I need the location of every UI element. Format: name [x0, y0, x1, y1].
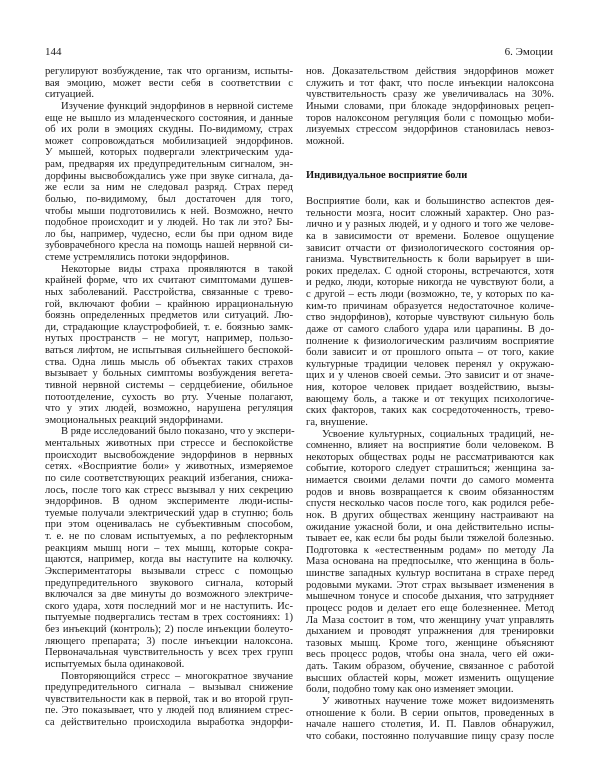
text-line: происходит высвобождение эндорфинов в нервных [45, 449, 293, 461]
text-line: потоотделение, сухость во рту. Ученые полагают, [45, 391, 293, 403]
text-line: ди, страдающие клаустрофобией, т. е. боязнью замк- [45, 321, 293, 333]
text-line: Изучение функций эндорфинов в нервной системе [61, 100, 293, 112]
text-line: тивной нервной системы – сердцебиение, обильное [45, 379, 293, 391]
text-line: без инъекций (контроль); 2) после инъекции болеуто- [45, 624, 293, 635]
text-line: начале нашего столетия, И. П. Павлов обнаружил, [306, 719, 554, 731]
text-line: Восприятие боли, как и большинство аспектов дея- [306, 196, 554, 207]
text-line: можной. [306, 135, 345, 147]
text-line: культурные традиции человек перенял у окружаю- [306, 358, 554, 370]
text-line: что у этих людей, возможно, нарушена регуляция [45, 403, 293, 415]
text-line: щаются, например, когда вы наступите на колючку. [45, 554, 293, 566]
text-line: еще не вышло из младенческого состояния, и данные [45, 112, 293, 124]
paragraph [45, 426, 293, 670]
text-line: Подготовка к «естественным родам» по методу Ла [306, 544, 554, 556]
text-line: предупредительного звукового сигнала, который [45, 577, 293, 589]
text-line: Усвоение культурных, социальных традиций, не- [322, 428, 554, 440]
text-line: пе. Это показывает, что у людей под влиянием стрес- [45, 705, 293, 717]
text-line: ганизма. Чувствительность к боли варьирует в ши- [306, 254, 554, 266]
text-line: чувствительность сразу же увеличивалась на 30%. [306, 89, 554, 101]
text-line: с другой – есть люди (возможно, те, у которых по ка- [306, 289, 554, 300]
text-line: ожидание ужасной боли, и она действительно испы- [306, 521, 554, 533]
text-line: событие, которого следует страшиться; женщина за- [306, 463, 554, 475]
text-line: гой, включают фобии – крайнюю иррациональную [45, 298, 293, 310]
continued-paragraph [306, 66, 554, 147]
paragraph [45, 66, 293, 101]
text-line: рам, предваряя их предупредительным сигналом, эн- [45, 159, 293, 170]
text-line: процесс родов и делает его еще болезненнее. Метод [306, 602, 554, 614]
text-line: сомненно, влияет на восприятие боли человеком. В [306, 440, 554, 452]
text-line: ментальных животных при стрессе и беспокойстве [45, 438, 293, 449]
text-line: зубоврачебного кресла на помощь нашей нервной си- [45, 240, 293, 252]
text-line: Первоначальная чувствительность у всех трех групп [45, 647, 293, 659]
text-line: полнение к физиологическим различиям восприятие [306, 335, 554, 347]
text-line: нов. Доказательством действия эндорфинов может [306, 66, 554, 77]
text-line: У животных научение тоже может видоизменять [322, 695, 554, 707]
text-line: включался за две минуты до возможного электриче- [45, 589, 293, 601]
text-line: Маза основана на предпосылке, что женщина в боль- [306, 556, 554, 568]
running-head-chapter: 6. Эмоции [504, 46, 553, 58]
text-line: лось, после того как стресс вызывал у них секрецию [45, 484, 293, 496]
text-line: т. е. не по словам испытуемых, а по рефлекторным [45, 531, 293, 542]
text-line: высших областей коры, может изменить ощущение [306, 672, 554, 684]
section-body [306, 196, 554, 742]
text-line: некоторых обществах роды не рассматриваются как [306, 451, 554, 463]
text-line: Экспериментаторы вызывали стресс с помощью [45, 565, 293, 577]
text-line: спустя несколько часов после того, как родился ребе- [306, 498, 554, 510]
text-line: даже от самого слабого удара или царапины. В до- [306, 323, 554, 335]
paragraph [45, 264, 293, 427]
text-line: ляющего препарата; 3) после инъекции налоксона. [45, 635, 293, 647]
paragraph [306, 696, 554, 743]
right-text-column [306, 66, 554, 742]
text-line: эмоциональных реакций эндорфинами. [45, 414, 224, 426]
text-line: ситуацией. [45, 89, 95, 101]
text-line: Некоторые виды страха проявляются в такой [61, 263, 293, 275]
text-line: ким-то причинам образуется недостаточное количе- [306, 300, 554, 312]
paragraph [306, 429, 554, 696]
text-line: чтобы мыши подготовились к ней. Возможно, нечто [45, 205, 293, 217]
text-line: туемые получали электрический удар в ступню; боль [45, 507, 293, 519]
text-line: испытуемых была одинаковой. [45, 658, 185, 670]
text-line: Иными словами, при блокаде эндорфиновых рецеп- [306, 100, 554, 112]
text-line: служить и тот факт, что после инъекции налоксона [306, 77, 554, 89]
text-line: реакциям мышц ноги – тех мышц, которые сокра- [45, 542, 293, 554]
text-line: и редко, люди, которые никогда не чувствуют боли, а [306, 277, 554, 289]
text-line: по силе соответствующих реакций избегания, снижа- [45, 472, 293, 484]
text-line: ка в зависимости от времени. Болевое ощущение [306, 230, 554, 242]
text-line: родов и вновь возвращается к своим обязанностям [306, 486, 554, 498]
text-line: ных заболеваний. Расстройства, связанные с трево- [45, 286, 293, 298]
paragraph [306, 66, 554, 147]
text-line: ло бы, например, чудесно, если бы при одном виде [45, 228, 293, 240]
text-line: вающему боль, а также и от текущих психологиче- [306, 393, 554, 405]
text-line: сетях. «Восприятие боли» у животных, измеряемое [45, 461, 293, 473]
text-line: дыханием и проводят упражнения для тренировки [306, 626, 554, 638]
text-line: тазовых мышц. Кроме того, женщине объясняют [306, 637, 554, 649]
text-line: подобное происходит и у людей. Но так ли это? Бы- [45, 217, 293, 229]
text-line: пытуемые подвергались тестам в трех состояниях: 1) [45, 612, 293, 624]
text-line: нутых пространств – не могут, например, пользо- [45, 333, 293, 345]
text-line: что собаки, постоянно получавшие пищу сразу после [306, 730, 554, 742]
text-line: при этом оценивалась не субъективным способом, [45, 519, 293, 531]
text-line: отношение к боли. В серии опытов, проведенных в [306, 707, 554, 719]
text-line: щих и у членов своей семьи. Это зависит и от значе- [306, 370, 554, 382]
text-line: роких пределах. С одной стороны, встречаются, хотя [306, 265, 554, 277]
paragraph [306, 196, 554, 429]
paragraph [45, 671, 293, 729]
text-line: вызывает у больных симптомы возбуждения вегета- [45, 368, 293, 380]
text-line: об их роли в эмоциях скудны. По-видимому, страх [45, 124, 293, 136]
text-line: предупредительного сигнала – вызывал снижение [45, 682, 293, 694]
text-line: дорфины высвобождались уже при звуке сигнала, да- [45, 170, 293, 182]
text-line: тывает ее, как если бы роды были тяжелой болезнью. [306, 533, 554, 545]
text-line: лично и у разных людей, и у одного и того же челове- [306, 219, 554, 231]
text-line: весь процесс родов, чтобы она знала, чего ей ожи- [306, 649, 554, 661]
section-heading: Индивидуальное восприятие боли [306, 170, 468, 182]
text-line: ских факторов, таких как сосредоточенность, трево- [306, 405, 554, 417]
text-line: Ла Маза состоит в том, что женщину учат управлять [306, 614, 554, 626]
left-text-column [45, 66, 293, 729]
text-line: боязнь определенных предметов или ситуаций. Лю- [45, 310, 293, 322]
text-line: га, внушение. [306, 416, 368, 428]
text-line: вая эмоцию, может вести себя в соответствии с [45, 77, 293, 89]
text-line: зависит отчасти от физиологического состояния ор- [306, 242, 554, 254]
text-line: торов налоксоном регуляция боли с помощью моби- [306, 112, 554, 124]
text-line: боли, подобно тому как оно изменяет эмоции. [306, 684, 514, 696]
text-line: нок. В других обществах женщину настраивают на [306, 509, 554, 521]
text-line: крайней форме, что их считают симптомами душев- [45, 275, 293, 287]
page-number: 144 [45, 46, 62, 58]
text-line: мышечном тонусе и способе дыхания, что затрудняет [306, 591, 554, 603]
text-line: ство эндорфинов), которые чувствуют сильную боль [306, 312, 554, 324]
text-line: эндорфинов. В одном эксперименте люди-испы- [45, 496, 293, 508]
text-line: ского удара, хотя последний мог и не наступить. Ис- [45, 600, 293, 612]
text-line: боли зависит и от прошлого опыта – от того, какие [306, 347, 554, 359]
text-line: шинстве западных культур воспитана в страхе перед [306, 568, 554, 579]
text-line: У мышей, которых подвергали электрическим уда- [45, 147, 293, 159]
text-line: ния, которое человек придает воздействию, вызы- [306, 382, 554, 393]
text-line: может сопровождаться мобилизацией эндорфинов. [45, 135, 293, 147]
text-line: чувствительности как в первой, так и во второй груп- [45, 693, 293, 705]
text-line: Повторяющийся стресс – многократное звучание [61, 670, 293, 682]
paragraph [45, 101, 293, 264]
text-line: болью, по-видимому, был достаточен для того, [45, 193, 293, 205]
text-line: родовыми муками. Этот страх вызывает изменения в [306, 579, 554, 591]
text-line: стеме устремлялись потоки эндорфинов. [45, 252, 230, 263]
text-line: ства. Одна лишь мысль об объектах таких страхов [45, 356, 293, 368]
text-line: са действительно происходила выработка эндорфи- [45, 717, 293, 728]
text-line: В ряде исследований было показано, что у экспери- [61, 426, 295, 438]
text-line: тельности мозга, носит сложный характер. Оно раз- [306, 207, 554, 219]
text-line: ваться лифтом, не испытывая сильнейшего беспокой- [45, 345, 293, 356]
text-line: дать. Таким образом, обучение, связанное с работой [306, 661, 554, 672]
text-line: лизуемых стрессом эндорфинов становилась невоз- [306, 124, 554, 136]
text-line: нимается своими делами почти до самого момента [306, 475, 554, 486]
text-line: же если за ним не следовал разряд. Страх перед [45, 182, 293, 194]
text-line: регулируют возбуждение, так что организм, испыты- [45, 66, 293, 77]
